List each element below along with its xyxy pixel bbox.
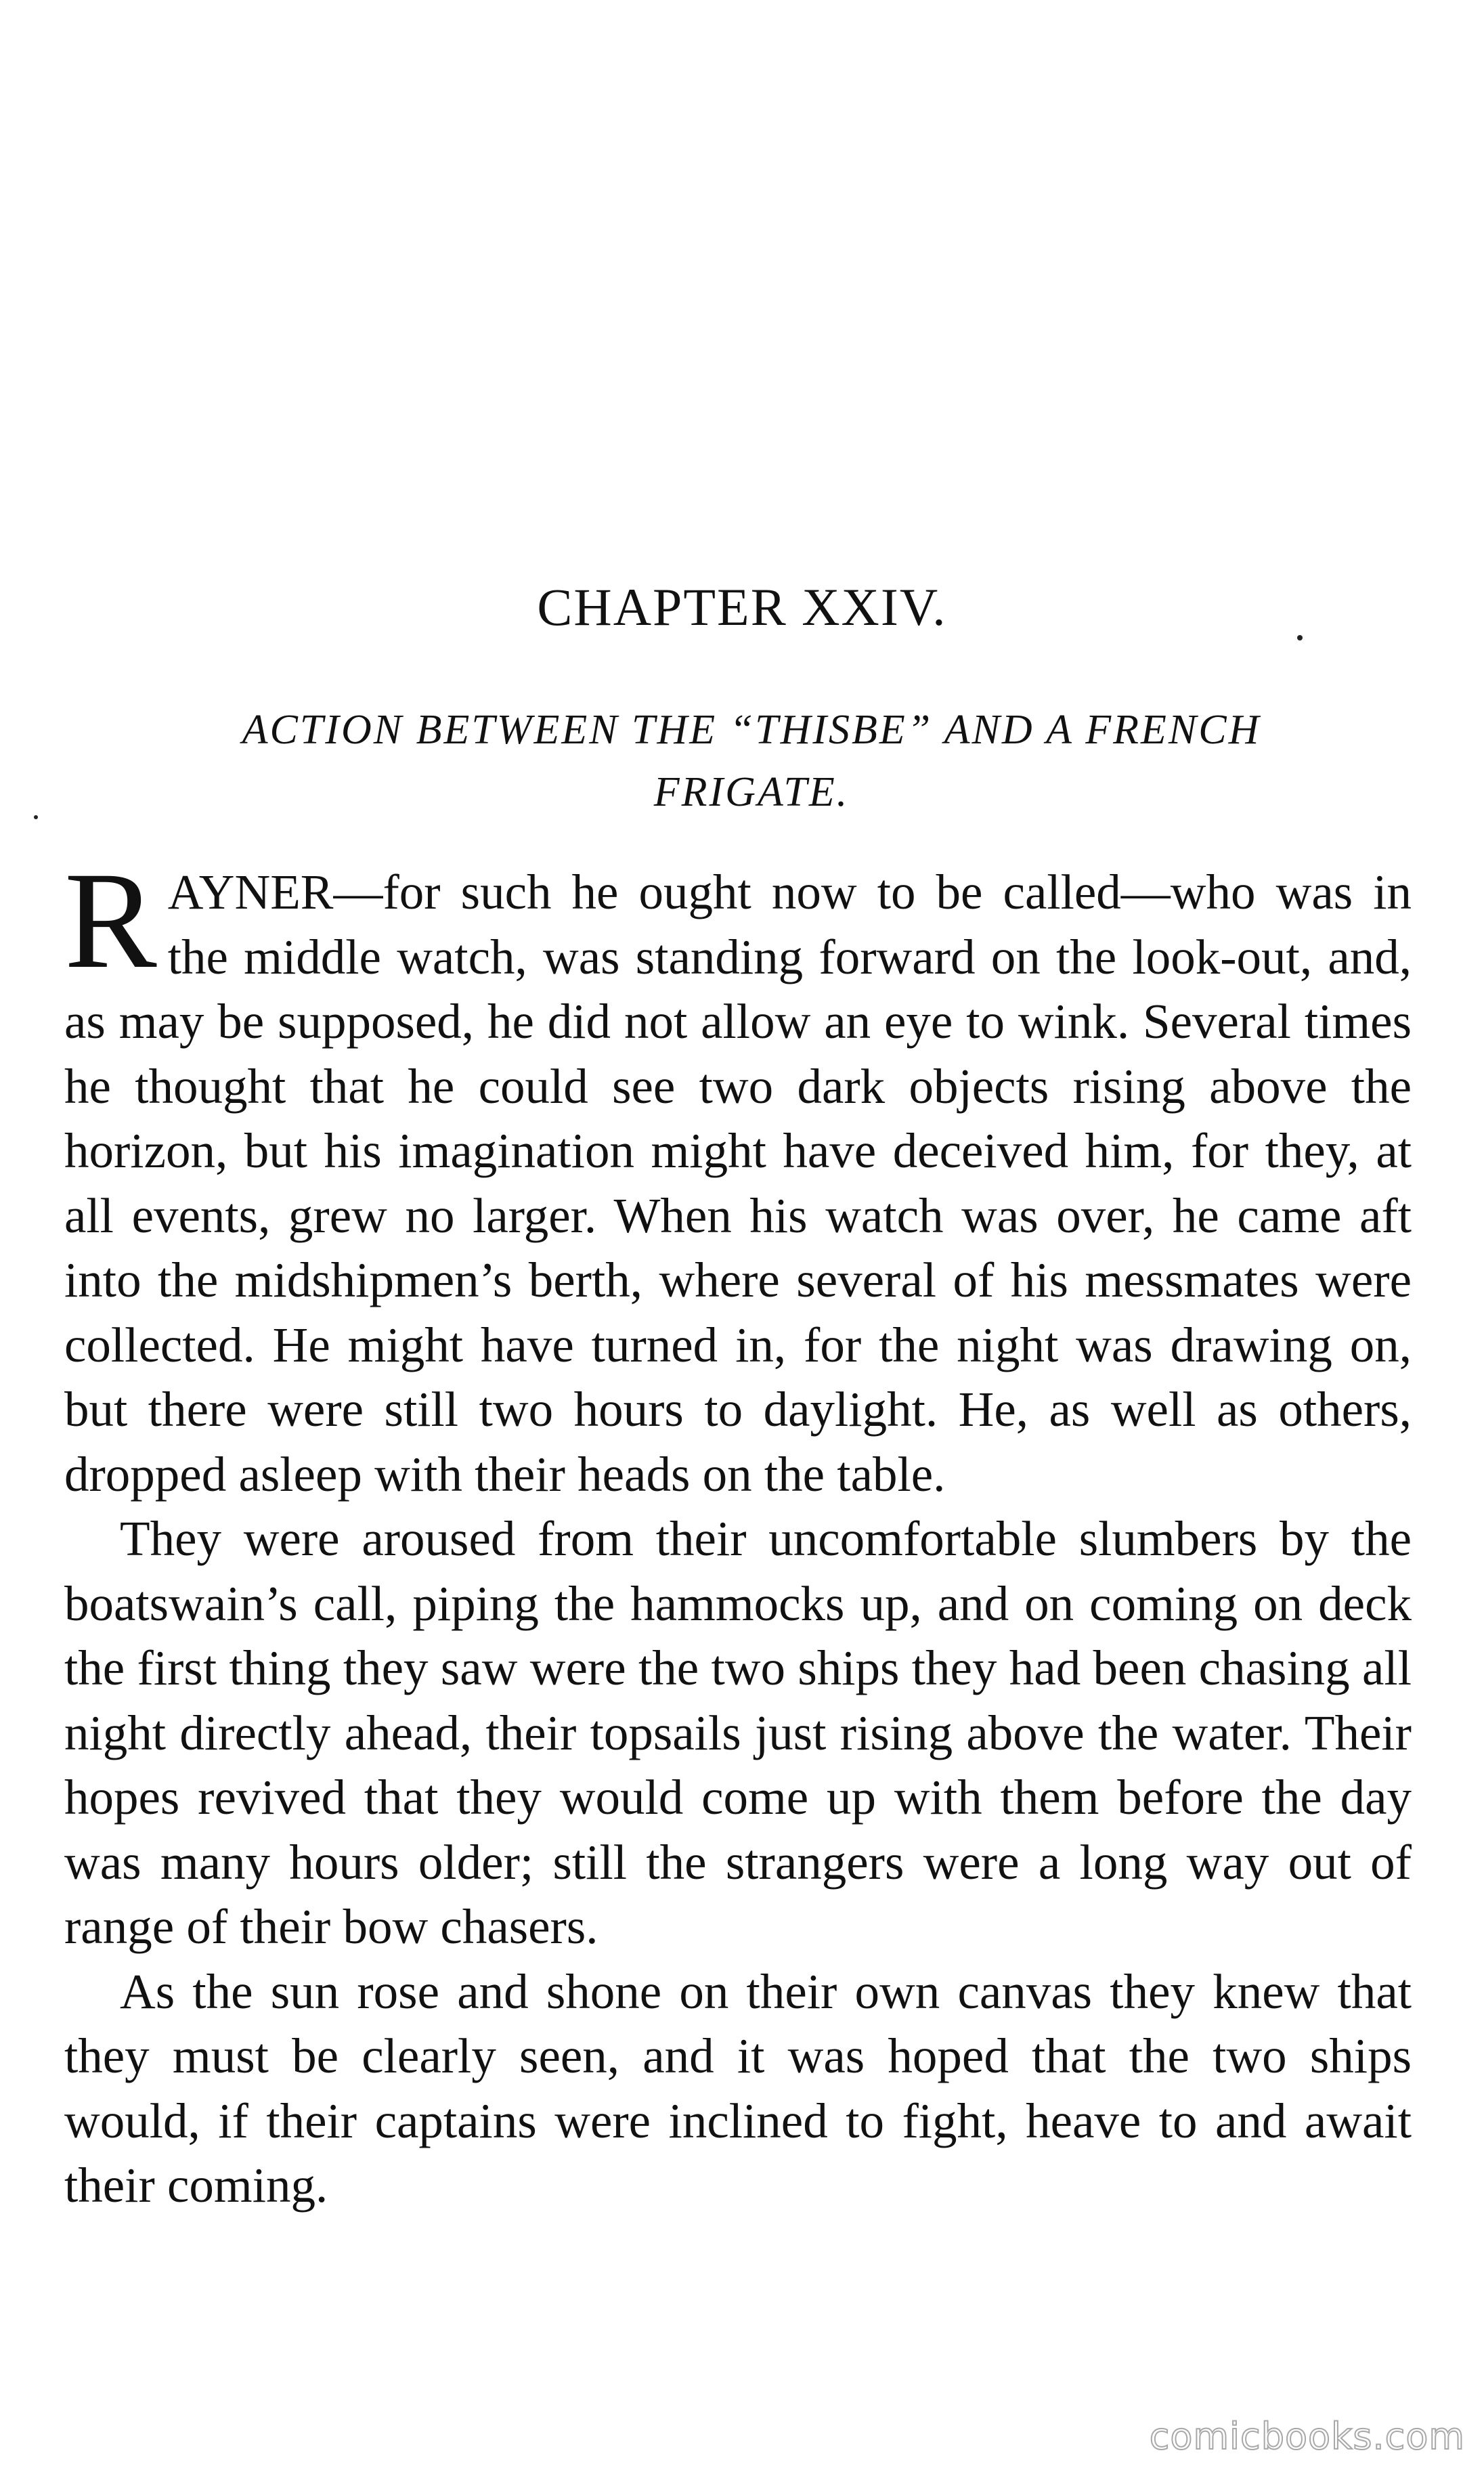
chapter-body xyxy=(64,844,1412,2218)
stray-ink-mark xyxy=(34,815,38,819)
stray-ink-mark xyxy=(1297,635,1303,640)
paragraph xyxy=(64,844,1412,1506)
paragraph-text: AYNER—for such he ought now to be called—who was in the middle watch, was standing forward on the look-out, and, as may be supposed, he did not allow an eye to wink. Several times he thought that he could see two dark objects rising above the horizon, but his imagination might have deceived him, for they, at all events, grew no larger. When his watch was over, he came aft into the midshipmen’s berth, where several of his messmates were collected. He might have turned in, for the night was drawing on, but there were still two hours to daylight. He, as well as others, dropped asleep with their heads on the table. xyxy=(64,865,1412,1502)
paragraph: As the sun rose and shone on their own canvas they knew that they must be clearly seen, and it was hoped that the two ships would, if their captains were inclined to fight, heave to and await their coming. xyxy=(64,1963,1412,2213)
watermark-logo: comicbooks.com xyxy=(1149,2415,1465,2458)
chapter-title: CHAPTER XXIV. xyxy=(537,578,947,636)
chapter-subtitle: ACTION BETWEEN THE “THISBE” AND A FRENCH FRIGATE. xyxy=(242,707,1261,815)
paragraph: They were aroused from their uncomfortable slumbers by the boatswain’s call, piping the hammocks up, and on coming on deck the first thing they saw were the two ships they had been chasing all night directly ahead, their topsails just rising above the water. Their hopes revived that they would come up with them before the day was many hours older; still the strangers were a long way out of range of their bow chasers. xyxy=(64,1511,1412,1954)
drop-cap: R xyxy=(64,844,157,997)
